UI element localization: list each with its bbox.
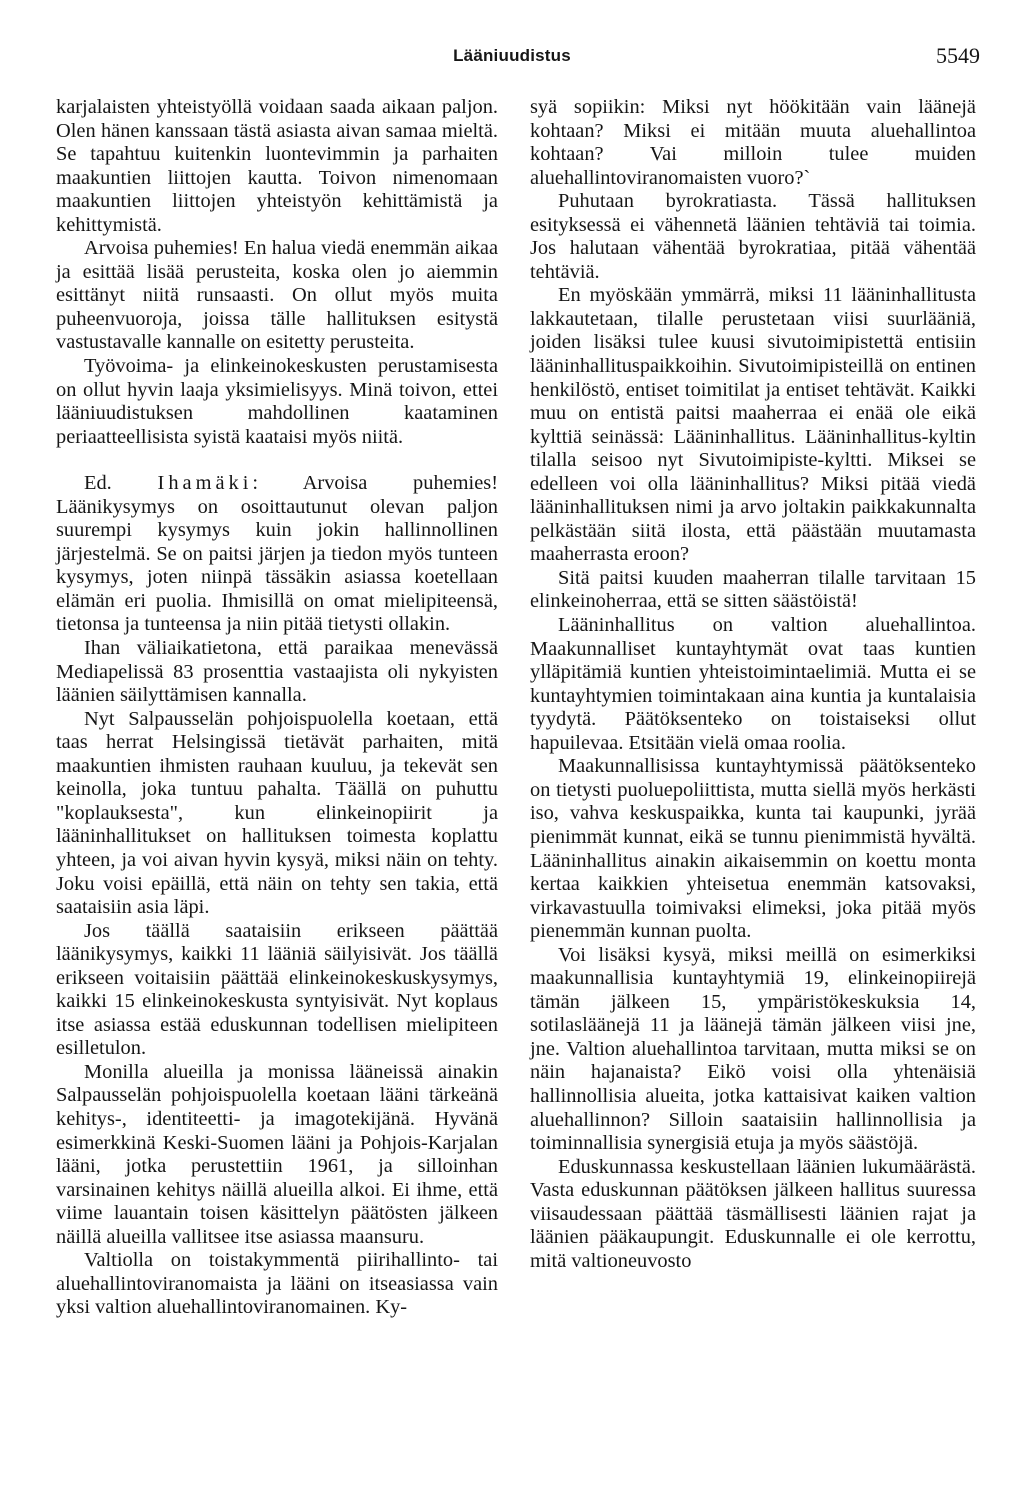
speaker-prefix: Ed. bbox=[84, 472, 158, 495]
left-paragraph-1: karjalaisten yhteistyöllä voidaan saada aikaan paljon. Olen hänen kanssaan tästä asiasta aivan samaa mieltä. Se tapahtuu kuitenkin luontevimmin ja parhaiten maakuntien liittojen kautta. Toivon nimenomaan maakuntien liittojen yhteistyön kehittämistä ja kehittymistä. bbox=[56, 96, 498, 236]
speaker-text: : Arvoisa puhemies! Läänikysymys on osoittautunut olevan paljon suurempi kysymys kuin jokin hallinnollinen järjestelmä. Se on paitsi järjen ja tiedon myös tunteen kysymys, joten niinpä tässäkin asiassa koetellaan elämän eri puolia. Ihmisillä on omat mielipiteensä, tietonsa ja tunteensa ja niin pitää tietysti ollakin. bbox=[56, 472, 498, 636]
speaker-paragraph bbox=[56, 472, 498, 637]
right-paragraph-1: syä sopiikin: Miksi nyt höökitään vain läänejä kohtaan? Miksi ei mitään muuta aluehallintoa kohtaan? Vai milloin tulee muiden aluehallintoviranomaisten vuoro?` bbox=[530, 96, 976, 189]
left-paragraph-5: Ihan väliaikatietona, että paraikaa menevässä Mediapelissä 83 prosenttia vastaajista oli nykyisten läänien säilyttämisen kannalla. bbox=[56, 637, 498, 707]
right-paragraph-5: Lääninhallitus on valtion aluehallintoa. Maakunnalliset kuntayhtymät ovat taas kuntien ylläpitämiä kuntien yhteistoimintaelimiä. Mutta ei se kuntayhtymien toimintakaan aina kuntia ja kuntalaisia tyydytä. Päätöksenteko on toistaiseksi ollut hapuilevaa. Etsitään vielä omaa roolia. bbox=[530, 614, 976, 754]
left-paragraph-6: Nyt Salpausselän pohjoispuolella koetaan, että taas herrat Helsingissä tietävät parhaiten, mitä maakuntien ihmisten rauhaan kuuluu, ja tekevät sen keinolla, joka tuntuu pahalta. Täällä on puhuttu "koplauksesta", kun elinkeinopiirit ja lääninhallitukset on hallituksen toimesta koplattu yhteen, ja voi aivan hyvin kysyä, miksi näin on tehty. Joku voisi epäillä, että näin on tehty sen takia, että saataisiin asia läpi. bbox=[56, 707, 498, 919]
right-column bbox=[530, 96, 976, 1273]
right-paragraph-3: En myöskään ymmärrä, miksi 11 lääninhallitusta lakkautetaan, tilalle perustetaan viisi suurlääniä, joiden lisäksi tulee kuusi sivutoimipistettä entisiin lääninhallituspaikkoihin. Sivutoimipisteillä on entinen henkilöstö, entiset toimitilat ja entiset tehtävät. Kaikki muu on entistä paitsi maaherraa ei enää ole eikä kylttiä seinässä: Lääninhallitus. Lääninhallitus-kyltin tilalla seisoo nyt Sivutoimipiste-kyltti. Miksei se edelleen voi olla lääninhallitus? Miksi pitää viedä lääninhallituksen nimi ja arvo joltakin paikkakunnalta pelkästään siitä ilosta, että päästään muutamasta maaherrasta eroon? bbox=[530, 284, 976, 566]
left-paragraph-9: Valtiolla on toistakymmentä piirihallinto- tai aluehallintoviranomaista ja lääni on itseasiassa vain yksi valtion aluehallintoviranomainen. Ky- bbox=[56, 1249, 498, 1319]
right-paragraph-2: Puhutaan byrokratiasta. Tässä hallituksen esityksessä ei vähennetä läänien tehtäviä tai toimia. Jos halutaan vähentää byrokratiaa, pitää vähentää tehtäviä. bbox=[530, 190, 976, 283]
right-paragraph-4: Sitä paitsi kuuden maaherran tilalle tarvitaan 15 elinkeinoherraa, että se sitten säästöistä! bbox=[530, 566, 976, 613]
page-number: 5549 bbox=[936, 43, 980, 68]
left-paragraph-7: Jos täällä saataisiin erikseen päättää läänikysymys, kaikki 11 lääniä säilyisivät. Jos täällä erikseen voitaisiin päättää elinkeinokeskuskysymys, kaikki 15 elinkeinokeskusta syntyisivät. Nyt koplaus itse asiassa estää eduskunnan todellisen mielipiteen esilletulon. bbox=[56, 919, 498, 1060]
left-paragraph-2: Arvoisa puhemies! En halua viedä enemmän aikaa ja esittää lisää perusteita, koska olen jo aiemmin esittänyt niitä runsaasti. On ollut myös muita puheenvuoroja, joissa tälle hallituksen esitystä vastustavalle kannalle on esitetty perusteita. bbox=[56, 237, 498, 354]
right-paragraph-7: Voi lisäksi kysyä, miksi meillä on esimerkiksi maakunnallisia kuntayhtymiä 19, elinkeinopiirejä tämän jälkeen 15, ympäristökeskuksia 14, sotilasläänejä 11 ja läänejä tämän jälkeen viisi jne, jne. Valtion aluehallintoa tarvitaan, mutta miksi se on näin hajanaista? Eikö voisi olla yhtenäisiä hallinnollisia alueita, jotka kattaisivat kaiken valtion aluehallinnon? Silloin saataisiin hallinnollisia ja toiminnallisia synergisiä etuja ja myös säästöjä. bbox=[530, 943, 976, 1155]
left-paragraph-8: Monilla alueilla ja monissa lääneissä ainakin Salpausselän pohjoispuolella koetaan lääni tärkeänä kehitys-, identiteetti- ja imagotekijänä. Hyvänä esimerkkinä Keski-Suomen lääni ja Pohjois-Karjalan lääni, jotka perustettiin 1961, ja silloinhan varsinainen kehitys näillä alueilla alkoi. Ei ihme, että viime lauantain toisen käsittelyn päätösten jälkeen näillä alueilla vallitsee itse asiassa maansuru. bbox=[56, 1060, 498, 1248]
left-paragraph-3: Työvoima- ja elinkeinokeskusten perustamisesta on ollut hyvin laaja yksimielisyys. Minä toivon, ettei lääniuudistuksen mahdollinen kaataminen periaatteellisista syistä kaataisi myös niitä. bbox=[56, 355, 498, 448]
right-paragraph-8: Eduskunnassa keskustellaan läänien lukumäärästä. Vasta eduskunnan päätöksen jälkeen hallitus suuressa viisaudessaan päättää täsmällisesti läänien rajat ja läänien pääkaupungit. Eduskunnalle ei ole kerrottu, mitä valtioneuvosto bbox=[530, 1155, 976, 1272]
running-header-title: Lääniuudistus bbox=[453, 46, 571, 65]
left-column bbox=[56, 96, 498, 1320]
speaker-name: Ihamäki bbox=[157, 472, 253, 495]
right-paragraph-6: Maakunnallisissa kuntayhtymissä päätöksenteko on tietysti puoluepoliittista, mutta siellä myös herkästi iso, vahva keskuspaikka, kunta tai kaupunki, jyrää pienimmät kunnat, eikä se tunnu pienimmistä hyvältä. Lääninhallitus ainakin aikaisemmin on koettu monta kertaa kaikkien yhteisetua enemmän katsovaksi, virkavastuulla toimivaksi elimeksi, joka pitää myös pienemmän kunnan puolta. bbox=[530, 755, 976, 943]
